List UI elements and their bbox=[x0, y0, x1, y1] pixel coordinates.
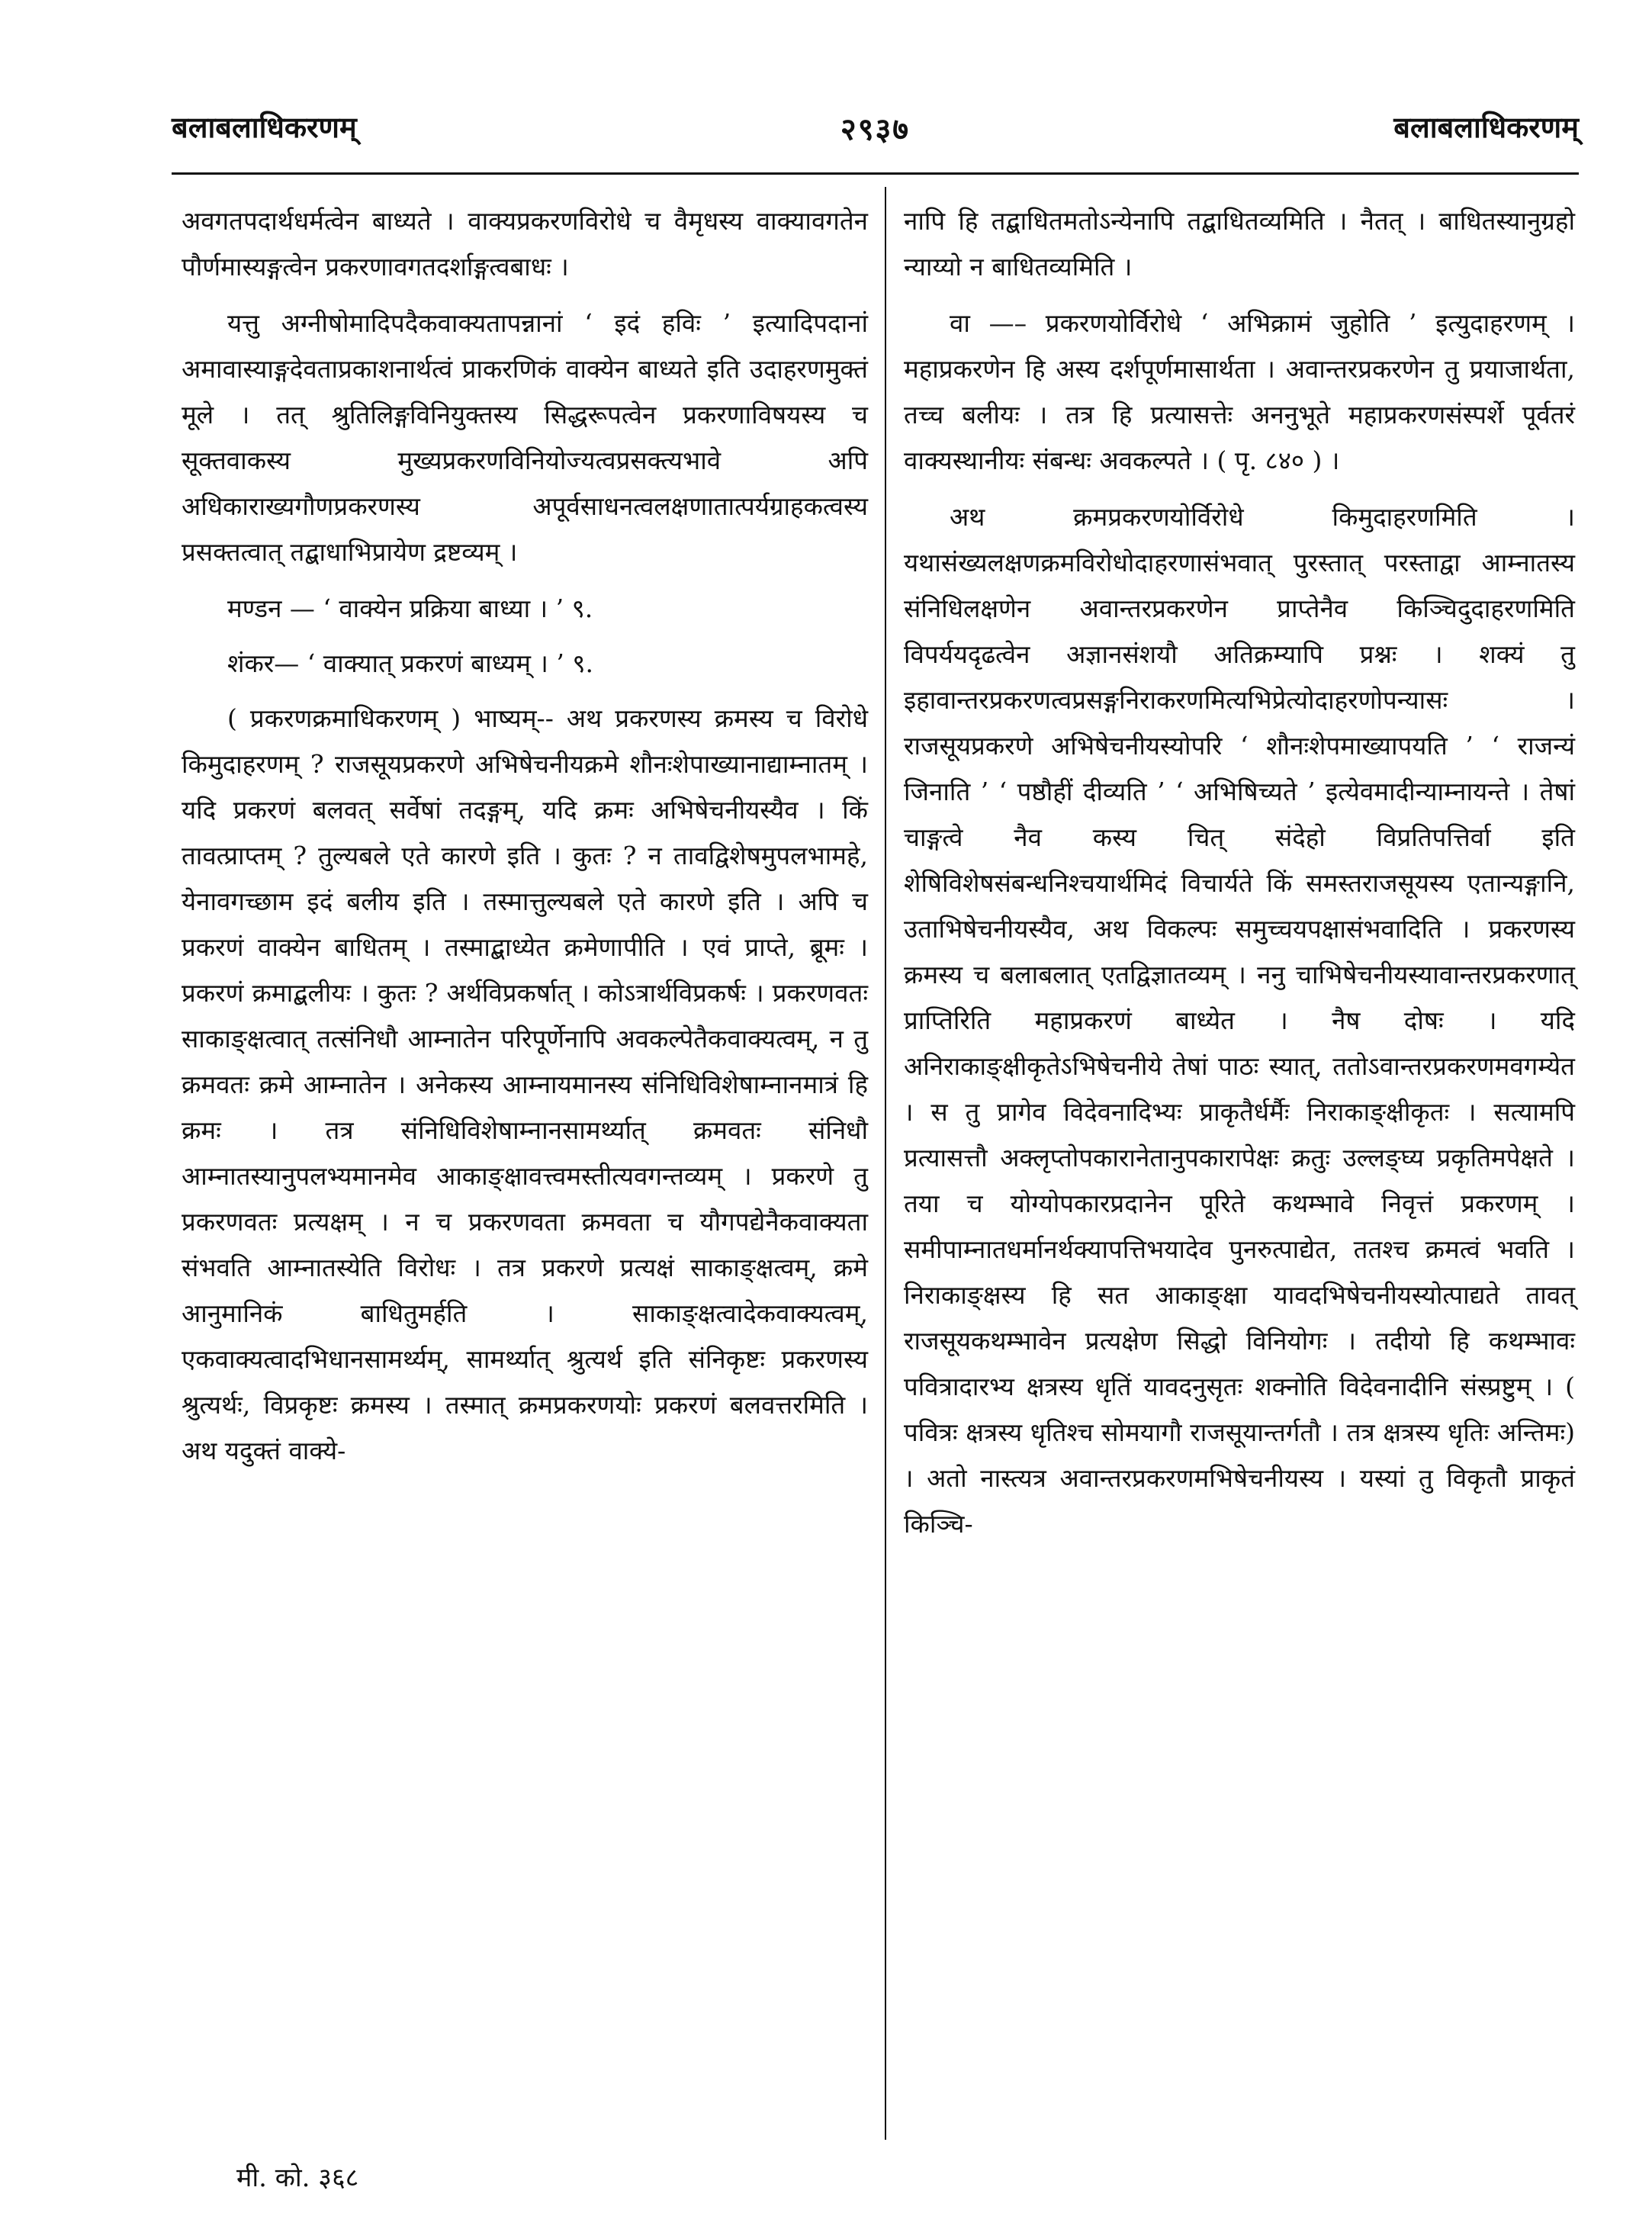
right-column bbox=[904, 198, 1575, 1558]
left-column bbox=[182, 198, 868, 1484]
header-rule bbox=[172, 172, 1579, 175]
left-paragraph-1: अवगतपदार्थधर्मत्वेन बाध्यते । वाक्यप्रकरणविरोधे च वैमृधस्य वाक्यावगतेन पौर्णमास्यङ्गत्वेन प्रकरणावगतदर्शाङ्गत्वबाधः । bbox=[182, 206, 868, 281]
right-paragraph-3: अथ क्रमप्रकरणयोर्विरोधे किमुदाहरणमिति । यथासंख्यलक्षणक्रमविरोधोदाहरणासंभवात् पुरस्तात् परस्ताद्वा आम्नातस्य संनिधिलक्षणेन अवान्तरप्रकरणेन प्राप्तेनैव किञ्चिदुदाहरणमिति विपर्ययदृढत्वेन अज्ञानसंशयौ अतिक्रम्यापि प्रश्नः । शक्यं तु इहावान्तरप्रकरणत्वप्रसङ्गनिराकरणमित्यभिप्रेत्योदाहरणोपन्यासः । राजसूयप्रकरणे अभिषेचनीयस्योपरि ‘ शौनःशेपमाख्यापयति ’ ‘ राजन्यं जिनाति ’ ‘ पष्ठौहीं दीव्यति ’ ‘ अभिषिच्यते ’ इत्येवमादीन्याम्नायन्ते । तेषां चाङ्गत्वे नैव कस्य चित् संदेहो विप्रतिपत्तिर्वा इति शेषिविशेषसंबन्धनिश्चयार्थमिदं विचार्यते किं समस्तराजसूयस्य एतान्यङ्गानि, उताभिषेचनीयस्यैव, अथ विकल्पः समुच्चयपक्षासंभवादिति । प्रकरणस्य क्रमस्य च बलाबलात् एतद्विज्ञातव्यम् । ननु चाभिषेचनीयस्यावान्तरप्रकरणात् प्राप्तिरिति महाप्रकरणं बाध्येत । नैष दोषः । यदि अनिराकाङ्क्षीकृतेऽभिषेचनीये तेषां पाठः स्यात्, ततोऽवान्तरप्रकरणमवगम्येत । स तु प्रागेव विदेवनादिभ्यः प्राकृतैर्धर्मैः निराकाङ्क्षीकृतः । सत्यामपि प्रत्यासत्तौ अक्लृप्तोपकारानेतानुपकारापेक्षः क्रतुः उल्लङ्घ्य प्रकृतिमपेक्षते । तया च योग्योपकारप्रदानेन पूरिते कथम्भावे निवृत्तं प्रकरणम् । समीपाम्नातधर्मानर्थक्यापत्तिभयादेव पुनरुत्पाद्येत, ततश्च क्रमत्वं भवति । निराकाङ्क्षस्य हि सत आकाङ्क्षा यावदभिषेचनीयस्योत्पाद्यते तावत् राजसूयकथम्भावेन प्रत्यक्षेण सिद्धो विनियोगः । तदीयो हि कथम्भावः पवित्रादारभ्य क्षत्रस्य धृतिं यावदनुसृतः शक्नोति विदेवनादीनि संस्प्रष्टुम् । ( पवित्रः क्षत्रस्य धृतिश्च सोमयागौ राजसूयान्तर्गतौ । तत्र क्षत्रस्य धृतिः अन्तिमः) । अतो नास्त्यत्र अवान्तरप्रकरणमभिषेचनीयस्य । यस्यां तु विकृतौ प्राकृतं किञ्चि- bbox=[904, 502, 1575, 1539]
header-left-title: बलाबलाधिकरणम् bbox=[172, 110, 357, 144]
page-number: २९३७ bbox=[840, 111, 911, 147]
footer-signature: मी. को. ३६८ bbox=[236, 2163, 359, 2193]
shankara-citation: शंकर— ‘ वाक्यात् प्रकरणं बाध्यम् । ’ ९. bbox=[227, 648, 594, 678]
mandana-citation: मण्डन — ‘ वाक्येन प्रक्रिया बाध्या । ’ ९. bbox=[227, 593, 593, 623]
column-divider bbox=[885, 187, 886, 2140]
right-paragraph-2: वा —– प्रकरणयोर्विरोधे ‘ अभिक्रामं जुहोति ’ इत्युदाहरणम् । महाप्रकरणेन हि अस्य दर्शपूर्णमासार्थता । अवान्तरप्रकरणेन तु प्रयाजार्थता, तच्च बलीयः । तत्र हि प्रत्यासत्तेः अननुभूते महाप्रकरणसंस्पर्शे पूर्वतरं वाक्यस्थानीयः संबन्धः अवकल्पते । ( पृ. ८४० ) । bbox=[904, 308, 1575, 475]
right-paragraph-1: नापि हि तद्बाधितमतोऽन्येनापि तद्बाधितव्यमिति । नैतत् । बाधितस्यानुग्रहो न्याय्यो न बाधितव्यमिति । bbox=[904, 206, 1575, 281]
left-paragraph-2: यत्तु अग्नीषोमादिपदैकवाक्यतापन्नानां ‘ इदं हविः ’ इत्यादिपदानां अमावास्याङ्गदेवताप्रकाशनार्थत्वं प्राकरणिकं वाक्येन बाध्यते इति उदाहरणमुक्तं मूले । तत् श्रुतिलिङ्गविनियुक्तस्य सिद्धरूपत्वेन प्रकरणाविषयस्य च सूक्तवाकस्य मुख्यप्रकरणविनियोज्यत्वप्रसक्त्यभावे अपि अधिकाराख्यगौणप्रकरणस्य अपूर्वसाधनत्वलक्षणातात्पर्यग्राहकत्वस्य प्रसक्तत्वात् तद्बाधाभिप्रायेण द्रष्टव्यम् । bbox=[182, 308, 868, 567]
header-right-title: बलाबलाधिकरणम् bbox=[1393, 110, 1579, 144]
running-header bbox=[172, 107, 1579, 160]
left-paragraph-3: ( प्रकरणक्रमाधिकरणम् ) भाष्यम्-- अथ प्रकरणस्य क्रमस्य च विरोधे किमुदाहरणम् ? राजसूयप्रकरणे अभिषेचनीयक्रमे शौनःशेपाख्यानाद्याम्नातम् । यदि प्रकरणं बलवत् सर्वेषां तदङ्गम्, यदि क्रमः अभिषेचनीयस्यैव । किं तावत्प्राप्तम् ? तुल्यबले एते कारणे इति । कुतः ? न तावद्विशेषमुपलभामहे, येनावगच्छाम इदं बलीय इति । तस्मात्तुल्यबले एते कारणे इति । अपि च प्रकरणं वाक्येन बाधितम् । तस्माद्बाध्येत क्रमेणापीति । एवं प्राप्ते, ब्रूमः । प्रकरणं क्रमाद्बलीयः । कुतः ? अर्थविप्रकर्षात् । कोऽत्रार्थविप्रकर्षः । प्रकरणवतः साकाङ्क्षत्वात् तत्संनिधौ आम्नातेन परिपूर्णेनापि अवकल्पेतैकवाक्यत्वम्, न तु क्रमवतः क्रमे आम्नातेन । अनेकस्य आम्नायमानस्य संनिधिविशेषाम्नानमात्रं हि क्रमः । तत्र संनिधिविशेषाम्नानसामर्थ्यात् क्रमवतः संनिधौ आम्नातस्यानुपलभ्यमानमेव आकाङ्क्षावत्त्वमस्तीत्यवगन्तव्यम् । प्रकरणे तु प्रकरणवतः प्रत्यक्षम् । न च प्रकरणवता क्रमवता च यौगपद्येनैकवाक्यता संभवति आम्नातस्येति विरोधः । तत्र प्रकरणे प्रत्यक्षं साकाङ्क्षत्वम्, क्रमे आनुमानिकं बाधितुमर्हति । साकाङ्क्षत्वादेकवाक्यत्वम्, एकवाक्यत्वादभिधानसामर्थ्यम्, सामर्थ्यात् श्रुत्यर्थ इति संनिकृष्टः प्रकरणस्य श्रुत्यर्थः, विप्रकृष्टः क्रमस्य । तस्मात् क्रमप्रकरणयोः प्रकरणं बलवत्तरमिति । अथ यदुक्तं वाक्ये- bbox=[182, 703, 868, 1465]
